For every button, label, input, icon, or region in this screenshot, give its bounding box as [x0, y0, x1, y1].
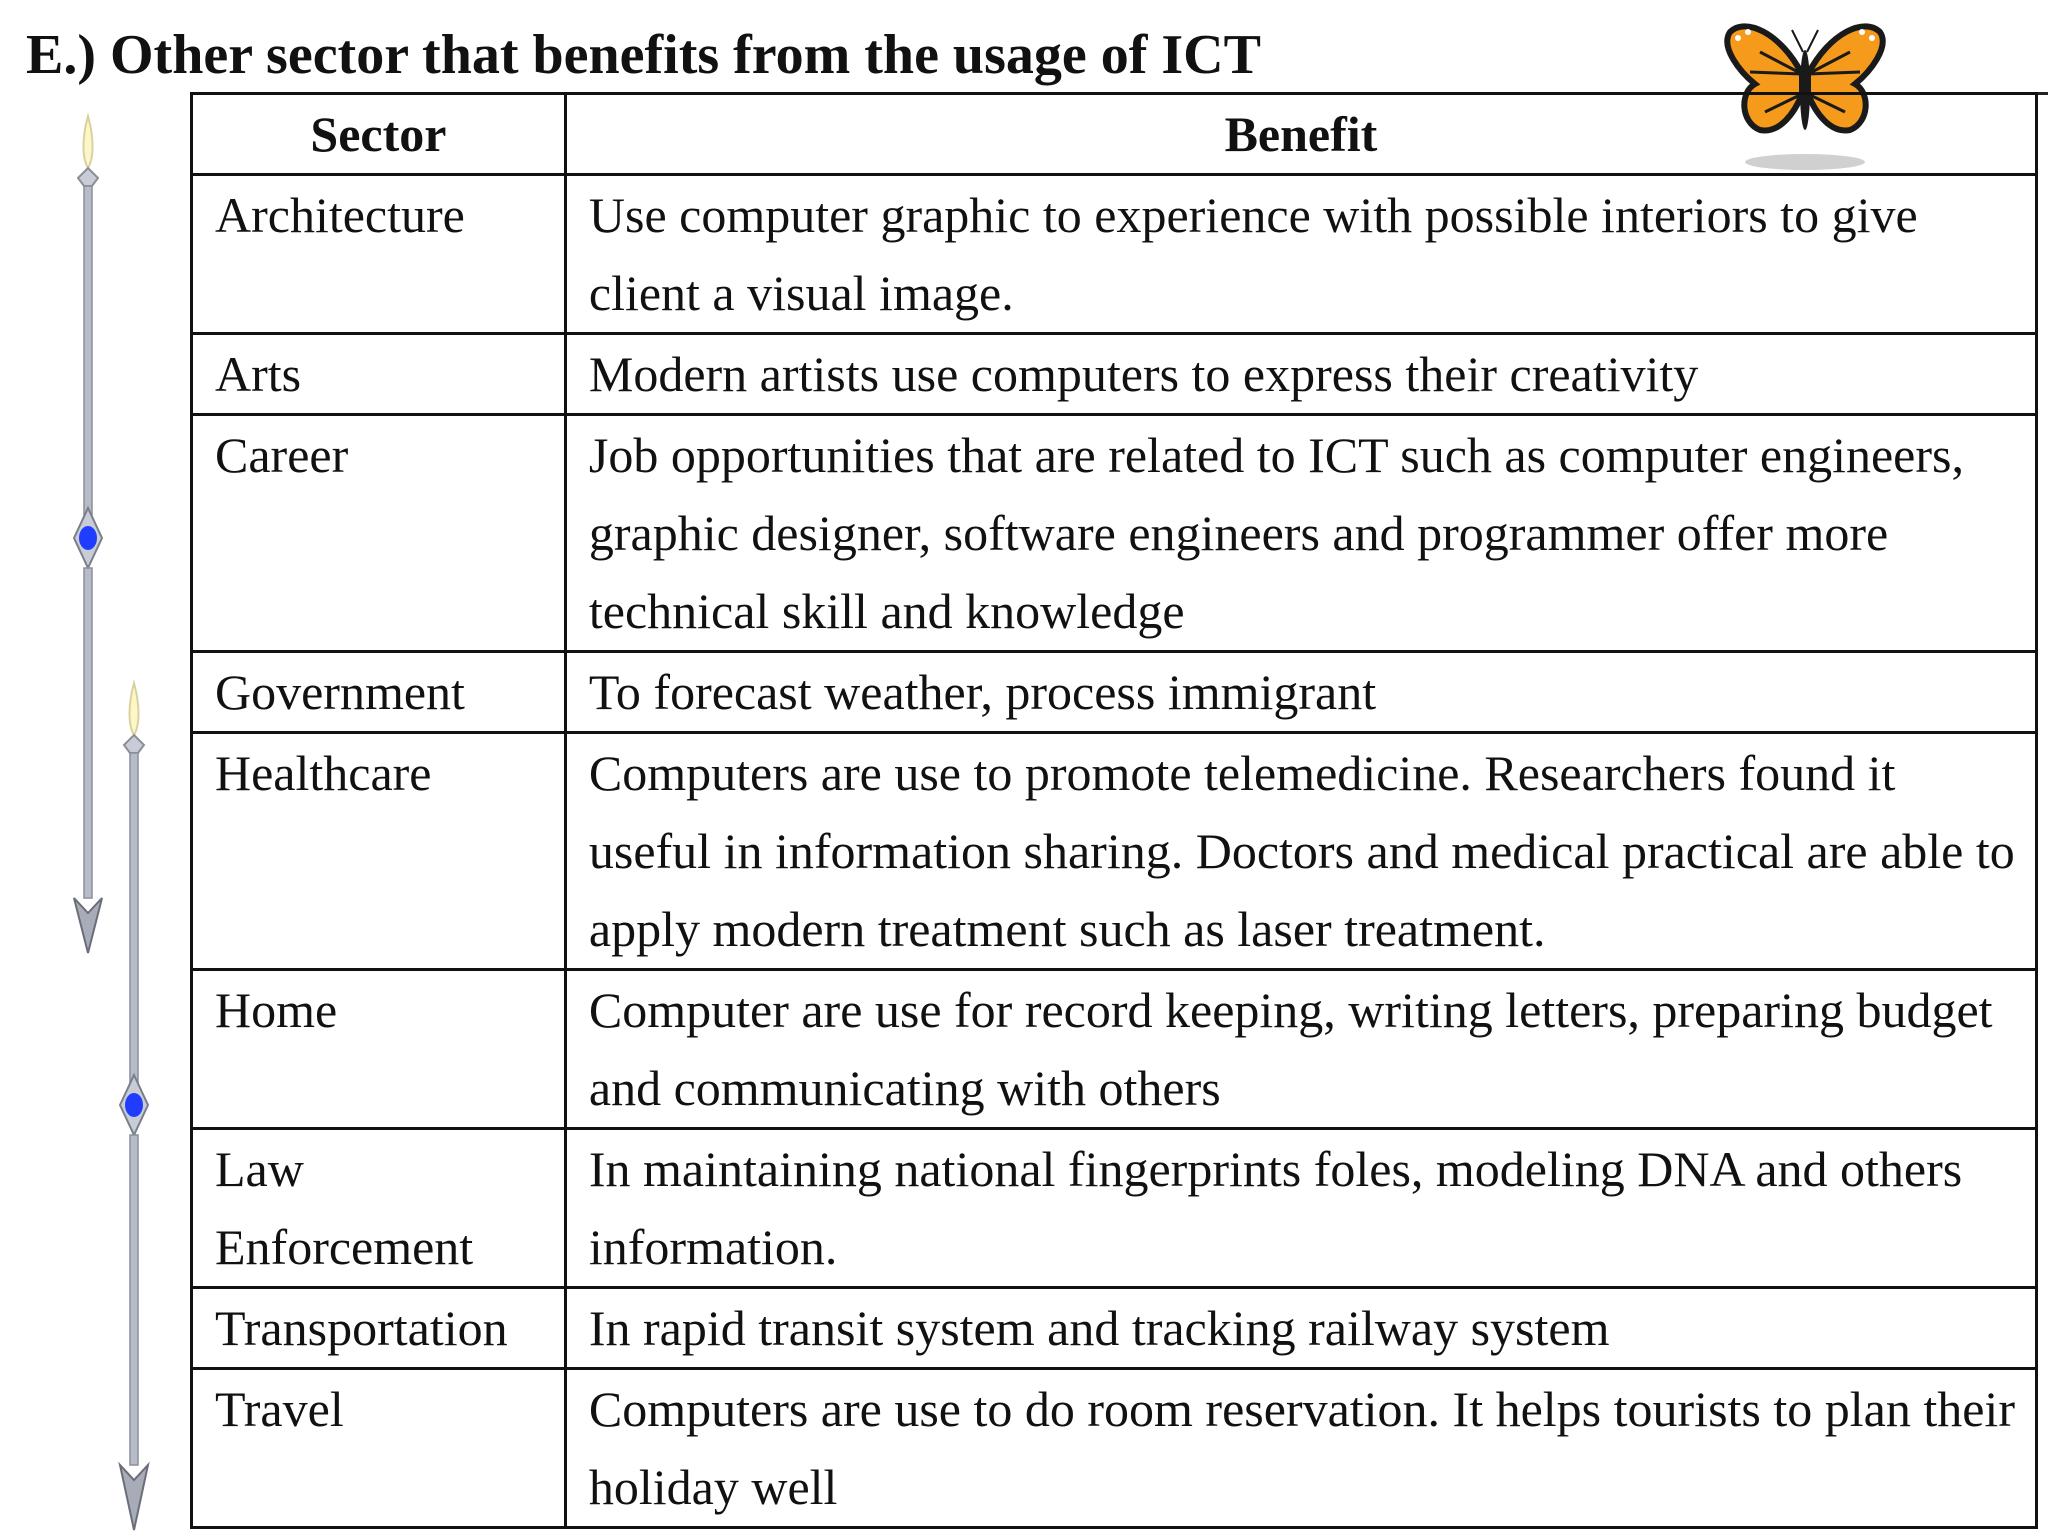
benefit-cell: Computers are use to promote telemedicine. Researchers found it useful in information sharing. Doctors and medical practical are able to apply modern treatment such as laser treatment.	[565, 733, 2036, 970]
benefit-cell: To forecast weather, process immigrant	[565, 652, 2036, 733]
sector-cell: Law Enforcement	[192, 1129, 566, 1288]
benefit-cell: In maintaining national fingerprints foles, modeling DNA and others information.	[565, 1129, 2036, 1288]
sector-benefit-table	[190, 92, 2038, 1529]
benefit-cell: Computer are use for record keeping, writing letters, preparing budget and communicating with others	[565, 970, 2036, 1129]
sector-cell: Transportation	[192, 1288, 566, 1369]
table-row	[192, 733, 2037, 970]
table-header-row	[192, 94, 2037, 175]
benefit-cell: Modern artists use computers to express their creativity	[565, 334, 2036, 415]
table-row	[192, 1369, 2037, 1528]
sector-cell: Healthcare	[192, 733, 566, 970]
table-row	[192, 970, 2037, 1129]
sector-cell: Architecture	[192, 175, 566, 334]
benefit-cell: Computers are use to do room reservation. It helps tourists to plan their holiday well	[565, 1369, 2036, 1528]
sector-cell: Arts	[192, 334, 566, 415]
table-row	[192, 175, 2037, 334]
sector-cell: Travel	[192, 1369, 566, 1528]
sector-column-header: Sector	[192, 94, 566, 175]
table-row	[192, 652, 2037, 733]
table-row	[192, 1129, 2037, 1288]
benefit-column-header: Benefit	[565, 94, 2036, 175]
sector-cell: Government	[192, 652, 566, 733]
page-heading: E.) Other sector that benefits from the usage of ICT	[26, 24, 1261, 86]
benefit-cell: In rapid transit system and tracking railway system	[565, 1288, 2036, 1369]
ornamental-pole-icon	[104, 675, 164, 1535]
sector-cell: Home	[192, 970, 566, 1129]
table-row	[192, 1288, 2037, 1369]
benefit-cell: Use computer graphic to experience with possible interiors to give client a visual image.	[565, 175, 2036, 334]
sector-cell: Career	[192, 415, 566, 652]
table-row	[192, 415, 2037, 652]
table-row	[192, 334, 2037, 415]
benefit-cell: Job opportunities that are related to ICT such as computer engineers, graphic designer, software engineers and programmer offer more technical skill and knowledge	[565, 415, 2036, 652]
